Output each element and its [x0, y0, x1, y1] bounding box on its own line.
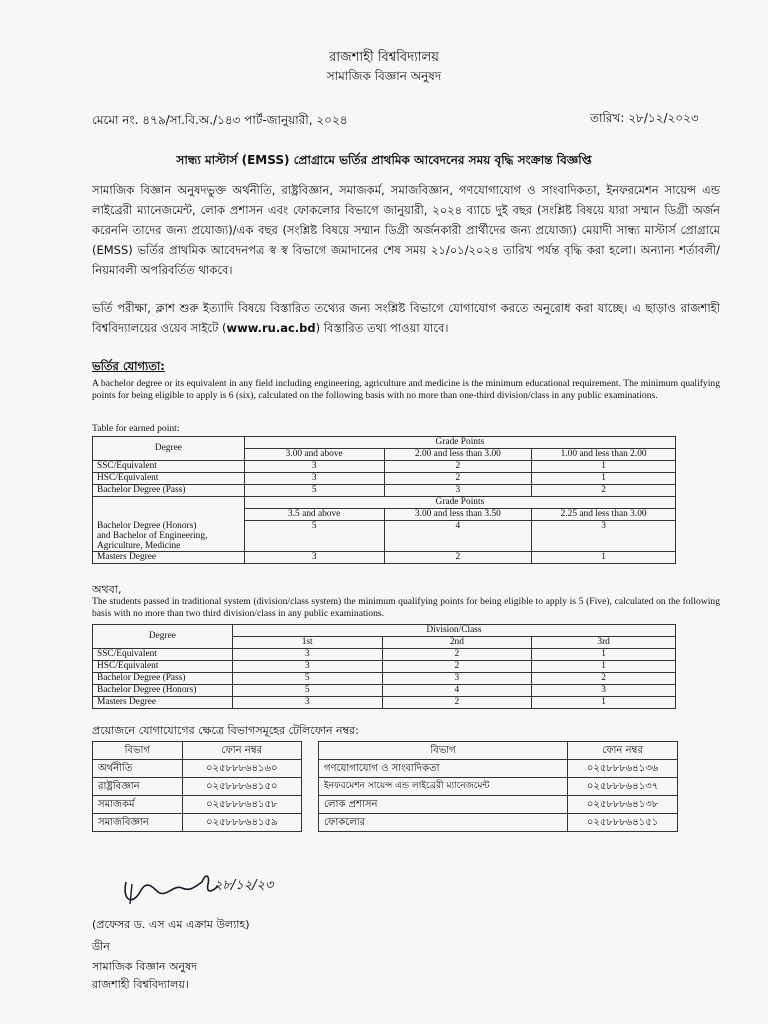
- value-cell: 3: [244, 551, 384, 563]
- phone-cell: ০২৫৮৮৮৬৪১৫০: [182, 778, 301, 796]
- phone-cell: ০২৫৮৮৮৬৪১৫৯: [182, 814, 301, 832]
- value-cell: 1: [532, 461, 676, 473]
- dept-cell: ফোকলোর: [319, 814, 568, 832]
- memo-date: তারিখ: ২৮/১২/২০২৩: [590, 111, 699, 125]
- value-cell: 4: [382, 685, 532, 697]
- value-cell: 2: [384, 461, 532, 473]
- degree-header: Degree: [93, 625, 233, 649]
- phone-table-left: [92, 741, 302, 832]
- table-row: [93, 685, 676, 697]
- value-cell: 5: [244, 521, 384, 552]
- table-row: [93, 760, 302, 778]
- value-cell: 1: [532, 551, 676, 563]
- signature: [118, 862, 298, 918]
- division-col: 1st: [232, 637, 382, 649]
- paragraph-2-start: ভর্তি পরীক্ষা, ক্লাশ শুরু ইত্যাদি বিষয়ে বিস্তারিত তথ্যের জন্য সংশ্লিষ্ট বিভাগে যোগাযোগ করতে অনুরোধ করা যাচ্ছে। এ ছাড়াও রাজশাহী বিশ্ববিদ্যালয়ের ওয়েব সাইটে (: [92, 301, 720, 335]
- contact-heading: প্রয়োজনে যোগাযোগের ক্ষেত্রে বিভাগসমূহের টেলিফোন নম্বর:: [92, 724, 359, 737]
- phone-cell: ০২৫৮৮৮৬৪১৩৭: [568, 778, 678, 796]
- value-cell: 1: [532, 473, 676, 485]
- division-header: Division/Class: [232, 625, 675, 637]
- grade-col: 2.00 and less than 3.00: [384, 449, 532, 461]
- degree-cell: HSC/Equivalent: [93, 661, 233, 673]
- blank-cell: [93, 497, 245, 521]
- table-row: [93, 697, 676, 709]
- table1-label: Table for earned point:: [92, 423, 180, 434]
- value-cell: 2: [382, 697, 532, 709]
- table-row: [93, 473, 676, 485]
- degree-header: Degree: [93, 437, 245, 461]
- value-cell: 1: [532, 697, 676, 709]
- value-cell: 4: [384, 521, 532, 552]
- division-col: 2nd: [382, 637, 532, 649]
- degree-cell: Bachelor Degree (Pass): [93, 485, 245, 497]
- phone-cell: ০২৫৮৮৮৬৪১৩৮: [568, 796, 678, 814]
- value-cell: 3: [232, 661, 382, 673]
- value-cell: 3: [244, 461, 384, 473]
- signature-date: ২৮/১২/২৩: [214, 878, 274, 893]
- dept-cell: ইনফরমেশন সায়েন্স এন্ড লাইব্রেরী ম্যানেজমেন্ট: [319, 778, 568, 796]
- or-text: অথবা,: [92, 583, 122, 596]
- signatory-faculty: সামাজিক বিজ্ঞান অনুষদ: [92, 960, 197, 973]
- dept-cell: রাষ্ট্রবিজ্ঞান: [93, 778, 183, 796]
- honors-line-3: Agriculture, Medicine: [97, 540, 181, 551]
- notice-paragraph-2: [92, 298, 720, 338]
- signatory-university: রাজশাহী বিশ্ববিদ্যালয়।: [92, 978, 189, 991]
- dept-cell: গণযোগাযোগ ও সাংবাদিকতা: [319, 760, 568, 778]
- table-row: [93, 551, 676, 563]
- value-cell: 3: [244, 473, 384, 485]
- dept-cell: সমাজকর্ম: [93, 796, 183, 814]
- value-cell: 2: [384, 473, 532, 485]
- phone-cell: ০২৫৮৮৮৬৪১৬০: [182, 760, 301, 778]
- table-row: [93, 778, 302, 796]
- table-row: [93, 673, 676, 685]
- grade-col: 3.00 and above: [244, 449, 384, 461]
- value-cell: 5: [244, 485, 384, 497]
- grade-col: 3.5 and above: [244, 509, 384, 521]
- dept-header: বিভাগ: [319, 742, 568, 760]
- table-row: [93, 521, 676, 552]
- value-cell: 5: [232, 673, 382, 685]
- notice-title: সান্ধ্য মাস্টার্স (EMSS) প্রোগ্রামে ভর্তির প্রাথমিক আবেদনের সময় বৃদ্ধি সংক্রান্ত বিজ্ঞপ্তি: [176, 153, 592, 167]
- value-cell: 2: [382, 649, 532, 661]
- memo-number: মেমো নং. ৪৭৯/সা.বি.অ./১৪৩ পার্ট-জানুয়ারী, ২০২৪: [92, 113, 348, 127]
- value-cell: 1: [532, 661, 676, 673]
- phone-header: ফোন নম্বর: [568, 742, 678, 760]
- table-row: [319, 814, 678, 832]
- notice-paragraph-1: সামাজিক বিজ্ঞান অনুষদভুক্ত অর্থনীতি, রাষ্ট্রবিজ্ঞান, সমাজকর্ম, সমাজবিজ্ঞান, গণযোগাযোগ ও সাংবাদিকতা, ইনফরমেশন সায়েন্স এন্ড লাইব্রেরী ম্যানেজমেন্ট, লোক প্রশাসন এবং ফোকলোর বিভাগে জানুয়ারী, ২০২৪ ব্যাচে দুই বছর (সংশ্লিষ্ট বিষয়ে যারা সম্মান ডিগ্রী অর্জন করেননি তাদের জন্য প্রযোজ্য)/এক বছর (সংশ্লিষ্ট বিষয়ে সম্মান ডিগ্রী অর্জনকারী প্রার্থীদের জন্য প্রযোজ্য) মেয়াদী সান্ধ্য মাস্টার্স প্রোগ্রামে (EMSS) ভর্তির প্রাথমিক আবেদনপত্র স্ব স্ব বিভাগে জমাদানের শেষ সময় ২১/০১/২০২৪ তারিখ পর্যন্ত বৃদ্ধি করা হলো। অন্যান্য শর্তাবলী/নিয়মাবলী অপরিবর্তিত থাকবে।: [92, 183, 720, 277]
- grade-points-header-2: Grade Points: [244, 497, 675, 509]
- division-class-table: [92, 624, 676, 709]
- table-row: [93, 661, 676, 673]
- degree-cell: Bachelor Degree (Honors): [93, 685, 233, 697]
- value-cell: 3: [382, 673, 532, 685]
- table-row: [319, 760, 678, 778]
- grade-col: 1.00 and less than 2.00: [532, 449, 676, 461]
- faculty-name: সামাজিক বিজ্ঞান অনুষদ: [326, 69, 442, 83]
- table-row: [93, 485, 676, 497]
- value-cell: 3: [232, 697, 382, 709]
- value-cell: 3: [384, 485, 532, 497]
- value-cell: 2: [532, 485, 676, 497]
- grade-col: 2.25 and less than 3.00: [532, 509, 676, 521]
- value-cell: 2: [532, 673, 676, 685]
- degree-cell: Bachelor Degree (Pass): [93, 673, 233, 685]
- signatory-designation: ডীন: [92, 940, 110, 953]
- dept-header: বিভাগ: [93, 742, 183, 760]
- degree-cell: SSC/Equivalent: [93, 461, 245, 473]
- division-col: 3rd: [532, 637, 676, 649]
- paragraph-2-end: ) বিস্তারিত তথ্য পাওয়া যাবে।: [315, 321, 449, 335]
- value-cell: 5: [232, 685, 382, 697]
- value-cell: 3: [232, 649, 382, 661]
- signatory-name: (প্রফেসর ড. এস এম এক্রাম উল্যাহ): [92, 918, 250, 931]
- table-row: [93, 649, 676, 661]
- table-row: [319, 796, 678, 814]
- grade-points-header: Grade Points: [244, 437, 675, 449]
- table-row: [93, 796, 302, 814]
- traditional-system-text: The students passed in traditional system (division/class system) the minimum qualifying points for being eligible to apply is 5 (Five), calculated on the following basis with no more than two third division/class in any public examinations.: [92, 596, 720, 619]
- eligibility-heading: ভর্তির যোগ্যতা:: [92, 359, 165, 373]
- honors-line-2: and Bachelor of Engineering,: [97, 530, 208, 541]
- degree-cell: [93, 521, 245, 552]
- dept-cell: অর্থনীতি: [93, 760, 183, 778]
- phone-cell: ০২৫৮৮৮৬৪১৩৬: [568, 760, 678, 778]
- grade-points-table: [92, 436, 676, 564]
- phone-cell: ০২৫৮৮৮৬৪১৫১: [568, 814, 678, 832]
- dept-cell: সমাজবিজ্ঞান: [93, 814, 183, 832]
- degree-cell: HSC/Equivalent: [93, 473, 245, 485]
- phone-table-right: [318, 741, 678, 832]
- dept-cell: লোক প্রশাসন: [319, 796, 568, 814]
- phone-header: ফোন নম্বর: [182, 742, 301, 760]
- table-row: [93, 814, 302, 832]
- website-link[interactable]: www.ru.ac.bd: [226, 321, 316, 335]
- value-cell: 1: [532, 649, 676, 661]
- phone-cell: ০২৫৮৮৮৬৪১৫৮: [182, 796, 301, 814]
- degree-cell: Masters Degree: [93, 697, 233, 709]
- degree-cell: SSC/Equivalent: [93, 649, 233, 661]
- grade-col: 3.00 and less than 3.50: [384, 509, 532, 521]
- degree-cell: Masters Degree: [93, 551, 245, 563]
- eligibility-text: A bachelor degree or its equivalent in any field including engineering, agriculture and medicine is the minimum educational requirement. The minimum qualifying points for being eligible to apply is 6 (six), calculated on the following basis with no more than one-third division/class in any public examinations.: [92, 378, 720, 401]
- table-row: [319, 778, 678, 796]
- table-row: [93, 461, 676, 473]
- value-cell: 3: [532, 521, 676, 552]
- value-cell: 2: [382, 661, 532, 673]
- value-cell: 2: [384, 551, 532, 563]
- honors-line-1: Bachelor Degree (Honors): [97, 520, 197, 531]
- value-cell: 3: [532, 685, 676, 697]
- university-name: রাজশাহী বিশ্ববিদ্যালয়: [329, 50, 439, 65]
